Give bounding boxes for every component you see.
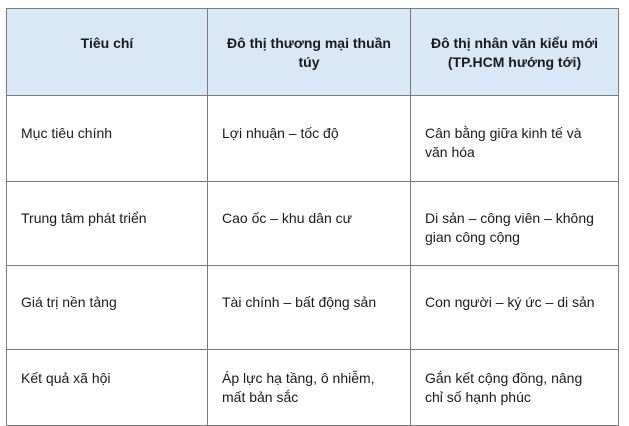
table-body — [7, 96, 619, 426]
table-row — [7, 350, 619, 426]
row-humanistic-cell: Gắn kết cộng đồng, nâng chỉ số hạnh phúc — [411, 350, 619, 426]
row-criteria-cell: Mục tiêu chính — [7, 96, 208, 182]
row-humanistic-cell: Con người – ký ức – di sản — [411, 266, 619, 350]
row-criteria-cell: Kết quả xã hội — [7, 350, 208, 426]
row-criteria-cell: Trung tâm phát triển — [7, 182, 208, 266]
row-commercial-cell: Tài chính – bất động sản — [208, 266, 411, 350]
table-row — [7, 182, 619, 266]
row-commercial-cell: Cao ốc – khu dân cư — [208, 182, 411, 266]
header-humanistic-city: Đô thị nhân văn kiểu mới (TP.HCM hướng tới) — [411, 9, 619, 96]
row-humanistic-cell: Cân bằng giữa kinh tế và văn hóa — [411, 96, 619, 182]
row-criteria-cell: Giá trị nền tảng — [7, 266, 208, 350]
table-row — [7, 266, 619, 350]
comparison-table — [6, 8, 619, 426]
header-criteria: Tiêu chí — [7, 9, 208, 96]
table-header — [7, 9, 619, 96]
table-row — [7, 96, 619, 182]
header-row — [7, 9, 619, 96]
row-commercial-cell: Áp lực hạ tầng, ô nhiễm, mất bản sắc — [208, 350, 411, 426]
row-commercial-cell: Lợi nhuận – tốc độ — [208, 96, 411, 182]
row-humanistic-cell: Di sản – công viên – không gian công cộng — [411, 182, 619, 266]
header-commercial-city: Đô thị thương mại thuần túy — [208, 9, 411, 96]
